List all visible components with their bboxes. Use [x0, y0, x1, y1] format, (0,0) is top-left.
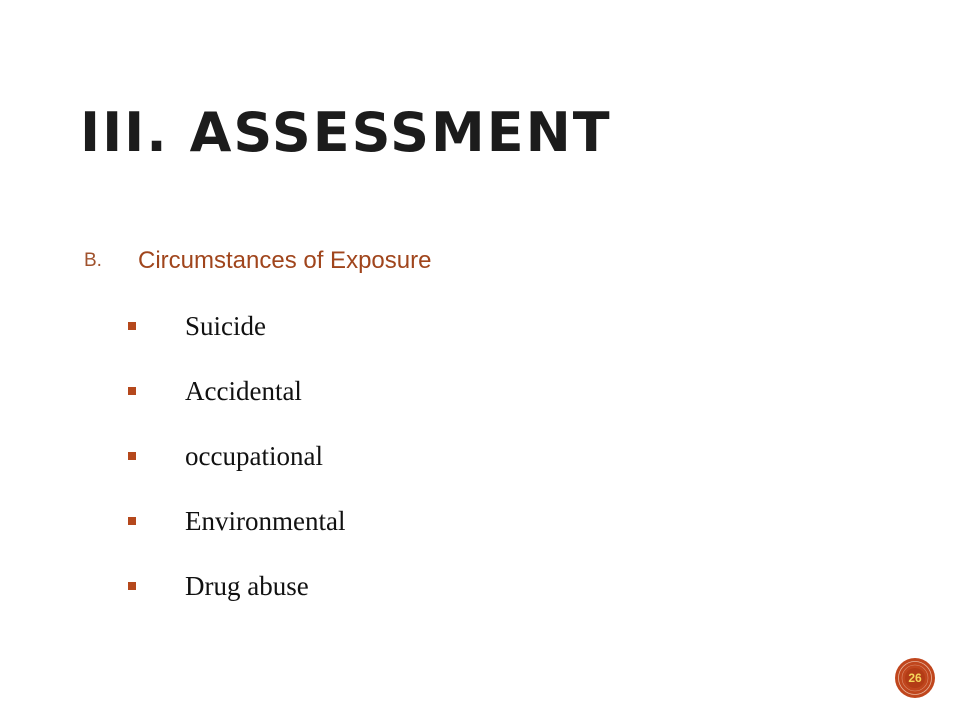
- square-bullet-icon: [128, 452, 136, 460]
- subheading: [84, 244, 431, 278]
- bullet-item: [128, 307, 345, 345]
- bullet-list: [128, 307, 345, 632]
- page-number-badge: [894, 657, 936, 699]
- subheading-text: Circumstances of Exposure: [138, 247, 432, 274]
- bullet-text: Drug abuse: [185, 570, 309, 601]
- bullet-item: [128, 372, 345, 410]
- page-number: 26: [908, 671, 922, 685]
- subheading-marker: B.: [84, 250, 102, 271]
- bullet-item: [128, 502, 345, 540]
- slide-title: III. ASSESSMENT: [80, 101, 612, 164]
- bullet-item: [128, 437, 345, 475]
- square-bullet-icon: [128, 582, 136, 590]
- square-bullet-icon: [128, 322, 136, 330]
- bullet-text: Environmental: [185, 505, 346, 536]
- square-bullet-icon: [128, 517, 136, 525]
- bullet-text: occupational: [185, 440, 323, 471]
- bullet-text: Accidental: [185, 375, 302, 406]
- bullet-item: [128, 567, 345, 605]
- bullet-text: Suicide: [185, 310, 266, 341]
- square-bullet-icon: [128, 387, 136, 395]
